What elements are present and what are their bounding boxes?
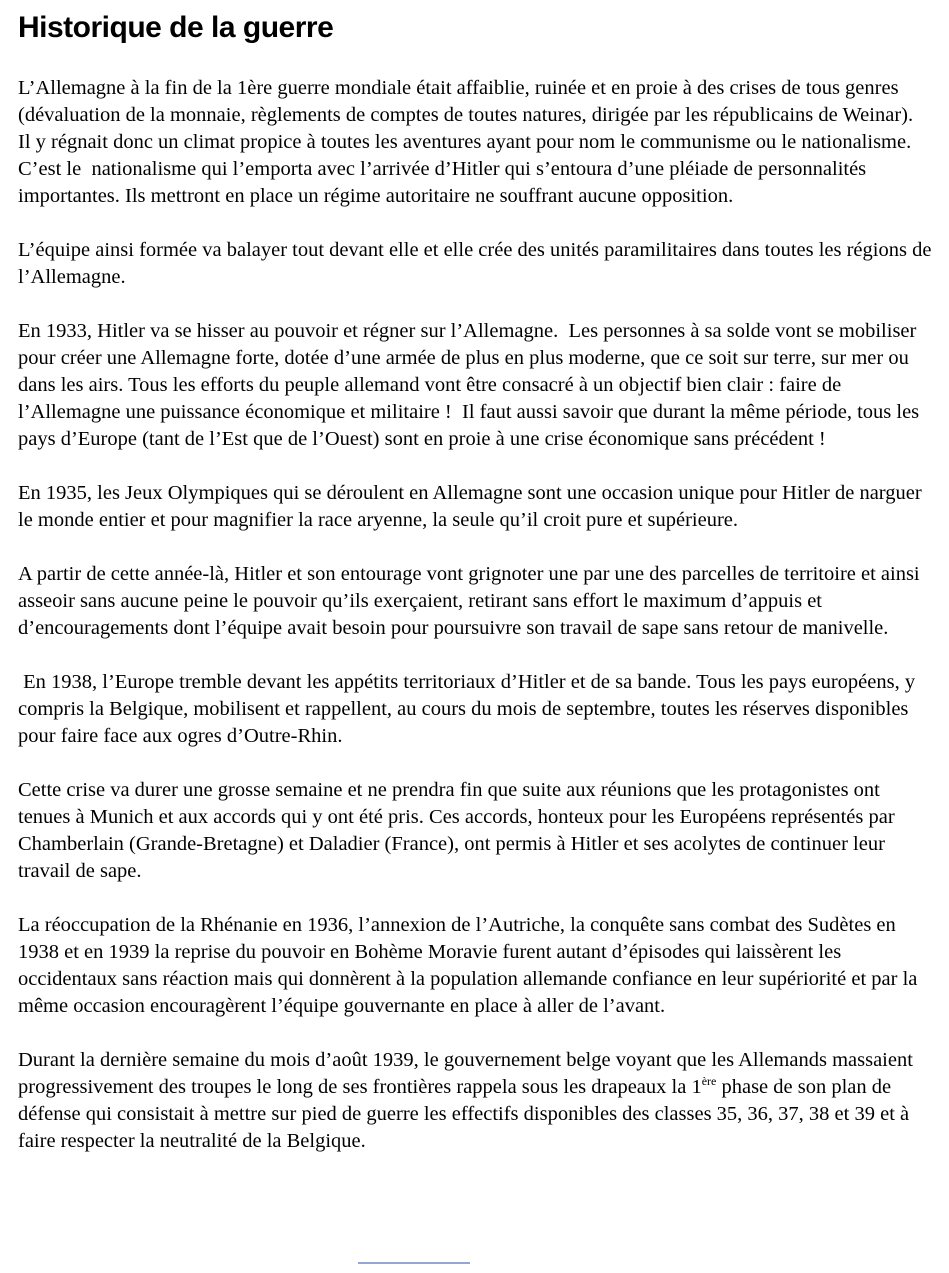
paragraph-territorial-grabs: A partir de cette année-là, Hitler et son entourage vont grignoter une par une des parcelles de territoire et ainsi asseoir sans aucune peine le pouvoir qu’ils exerçaient, retirant sans effort le maximum d’appuis et d’encouragements dont l’équipe avait besoin pour poursuivre son travail de sape sans retour de manivelle. <box>18 563 925 639</box>
paragraph-text-before-sup: Durant la dernière semaine du mois d’août 1939, le gouvernement belge voyant que les Allemands massaient progressivement des troupes le long de ses frontières rappela sous les drapeaux la 1 <box>18 1049 919 1098</box>
paragraph-aout-1939-belgian-plan <box>18 1047 933 1155</box>
paragraph-climate-nationalism: Il y régnait donc un climat propice à toutes les aventures ayant pour nom le communisme ou le nationalisme. C’est le nationalisme qui l’emporta avec l’arrivée d’Hitler qui s’entoura d’une pléiade de personnalités importantes. Ils mettront en place un régime autoritaire ne souffrant aucune opposition. <box>18 131 917 207</box>
ordinal-superscript: ère <box>701 1074 717 1089</box>
paragraph-1935-olympics: En 1935, les Jeux Olympiques qui se déroulent en Allemagne sont une occasion unique pour Hitler de narguer le monde entier et pour magnifier la race aryenne, la seule qu’il croit pure et supérieure. <box>18 482 927 531</box>
partial-link-underline <box>358 1262 470 1264</box>
paragraph-1933-hitler-power: En 1933, Hitler va se hisser au pouvoir et régner sur l’Allemagne. Les personnes à sa solde vont se mobiliser pour créer une Allemagne forte, dotée d’une armée de plus en plus moderne, que ce soit sur terre, sur mer ou dans les airs. Tous les efforts du peuple allemand vont être consacré à un objectif bien clair : faire de l’Allemagne une puissance économique et militaire ! Il faut aussi savoir que durant la même période, tous les pays d’Europe (tant de l’Est que de l’Ouest) sont en proie à une crise économique sans précédent ! <box>18 320 925 450</box>
paragraph-1938-mobilization: En 1938, l’Europe tremble devant les appétits territoriaux d’Hitler et de sa bande. Tous les pays européens, y compris la Belgique, mobilisent et rappellent, au cours du mois de septembre, toutes les réserves disponibles pour faire face aux ogres d’Outre-Rhin. <box>18 671 921 747</box>
paragraph-paramilitary-units: L’équipe ainsi formée va balayer tout devant elle et elle crée des unités paramilitaires dans toutes les régions de l’Allemagne. <box>18 239 937 288</box>
paragraph-munich-accords: Cette crise va durer une grosse semaine et ne prendra fin que suite aux réunions que les protagonistes ont tenues à Munich et aux accords qui y ont été pris. Ces accords, honteux pour les Européens représentés par Chamberlain (Grande-Bretagne) et Daladier (France), ont permis à Hitler et ses acolytes de continuer leur travail de sape. <box>18 779 900 882</box>
paragraph-germany-post-ww1: L’Allemagne à la fin de la 1ère guerre mondiale était affaiblie, ruinée et en proie à des crises de tous genres (dévaluation de la monnaie, règlements de comptes de toutes natures, dirigée par les républicains de Weinar). <box>18 77 914 126</box>
paragraph-text-after-sup: phase de son plan de défense qui consistait à mettre sur pied de guerre les effectifs disponibles des classes 35, 36, 37, 38 et 39 et à faire respecter la neutralité de la Belgique. <box>18 1076 915 1152</box>
page-title: Historique de la guerre <box>18 11 334 44</box>
paragraph-rhenanie-annexions: La réoccupation de la Rhénanie en 1936, l’annexion de l’Autriche, la conquête sans combat des Sudètes en 1938 et en 1939 la reprise du pouvoir en Bohème Moravie furent autant d’épisodes qui laissèrent les occidentaux sans réaction mais qui donnèrent à la population allemande confiance en leur supériorité et par la même occasion encouragèrent l’équipe gouvernante en place à aller de l’avant. <box>18 914 923 1017</box>
